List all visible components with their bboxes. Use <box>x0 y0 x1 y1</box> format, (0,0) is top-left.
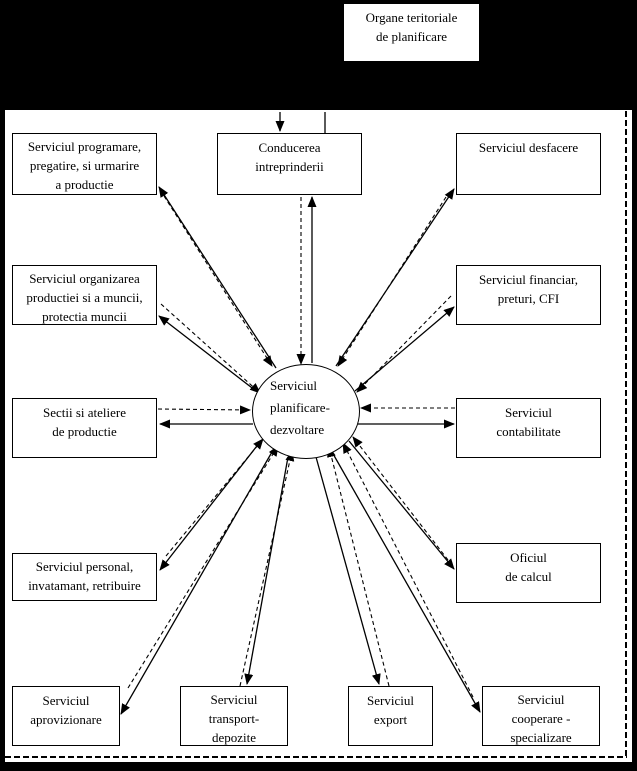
box-serviciul-organizarea <box>12 265 157 325</box>
box-serviciul-aprovizionare <box>12 686 120 746</box>
box-serviciul-cooperare-specializare <box>482 686 600 746</box>
box-line: de productie <box>52 424 117 439</box>
box-serviciul-personal <box>12 553 157 601</box>
box-line: specializare <box>510 730 572 745</box>
connector-financiar-to-center <box>357 296 451 392</box>
box-line: Oficiul <box>510 550 547 565</box>
ellipse-serviciul-planificare-dezvoltare <box>252 364 360 459</box>
box-sectii-ateliere <box>12 398 157 458</box>
connector-center-to-transport <box>247 457 288 684</box>
box-serviciul-programare <box>12 133 157 195</box>
box-conducerea-intreprinderii <box>217 133 362 195</box>
box-line: Serviciul financiar, <box>478 272 579 287</box>
box-line: Serviciul <box>42 693 90 708</box>
connector-center-to-desfacere <box>336 189 454 366</box>
box-organe-teritoriale <box>343 3 480 62</box>
connector-center-to-organizarea <box>159 316 256 391</box>
box-line: aprovizionare <box>30 712 102 727</box>
box-line: a productie <box>55 177 114 192</box>
box-line: depozite <box>211 730 257 745</box>
box-line: Serviciul <box>210 692 258 707</box>
box-line: Serviciul <box>367 693 414 708</box>
box-serviciul-financiar <box>456 265 601 325</box>
connector-programare-to-center <box>164 196 272 366</box>
connector-center-to-programare <box>159 187 276 368</box>
box-line: intreprinderii <box>255 159 324 174</box>
box-serviciul-desfacere <box>456 133 601 195</box>
box-serviciul-transport-depozite <box>180 686 288 746</box>
box-line: protectia muncii <box>42 309 127 324</box>
connector-personal-to-center <box>166 439 263 556</box>
connector-oficiul-to-center <box>353 437 448 560</box>
box-line: Serviciul organizarea <box>29 271 140 286</box>
connector-sectii-to-center <box>158 409 250 410</box>
box-line: contabilitate <box>496 424 561 439</box>
box-serviciul-contabilitate <box>456 398 601 458</box>
box-line: export <box>373 712 408 727</box>
box-line: pregatire, si urmarire <box>29 158 140 173</box>
box-line: preturi, CFI <box>497 291 560 306</box>
box-line: de calcul <box>505 569 552 584</box>
connector-center-to-export <box>316 457 379 684</box>
connector-center-to-personal <box>160 442 260 570</box>
connector-desfacere-to-center <box>338 197 446 366</box>
box-line: invatamant, retribuire <box>28 578 141 593</box>
connector-export-to-center <box>329 447 389 686</box>
box-line: Organe teritoriale <box>365 10 458 25</box>
box-line: Serviciul <box>517 692 565 707</box>
box-line: Serviciul desfacere <box>478 140 579 155</box>
connector-center-to-oficiul <box>349 441 454 569</box>
box-line: de planificare <box>375 29 448 44</box>
ellipse-line: dezvoltare <box>270 422 325 437</box>
box-line: Serviciul personal, <box>35 559 134 574</box>
box-line: Conducerea <box>258 140 321 155</box>
box-line: Serviciul programare, <box>27 139 142 154</box>
ellipse-line: Serviciul <box>270 378 317 393</box>
connector-transport-to-center <box>240 451 292 686</box>
ellipse-line: planificare- <box>270 400 330 415</box>
box-line: cooperare - <box>511 711 571 726</box>
connector-cooperare-to-center <box>343 443 473 697</box>
box-line: productiei si a muncii, <box>26 290 143 305</box>
box-line: Sectii si ateliere <box>42 405 127 420</box>
box-oficiul-de-calcul <box>456 543 601 603</box>
box-line: transport- <box>208 711 260 726</box>
box-serviciul-export <box>348 686 433 746</box>
box-line: Serviciul <box>505 405 552 420</box>
connector-organizarea-to-center <box>161 304 260 393</box>
